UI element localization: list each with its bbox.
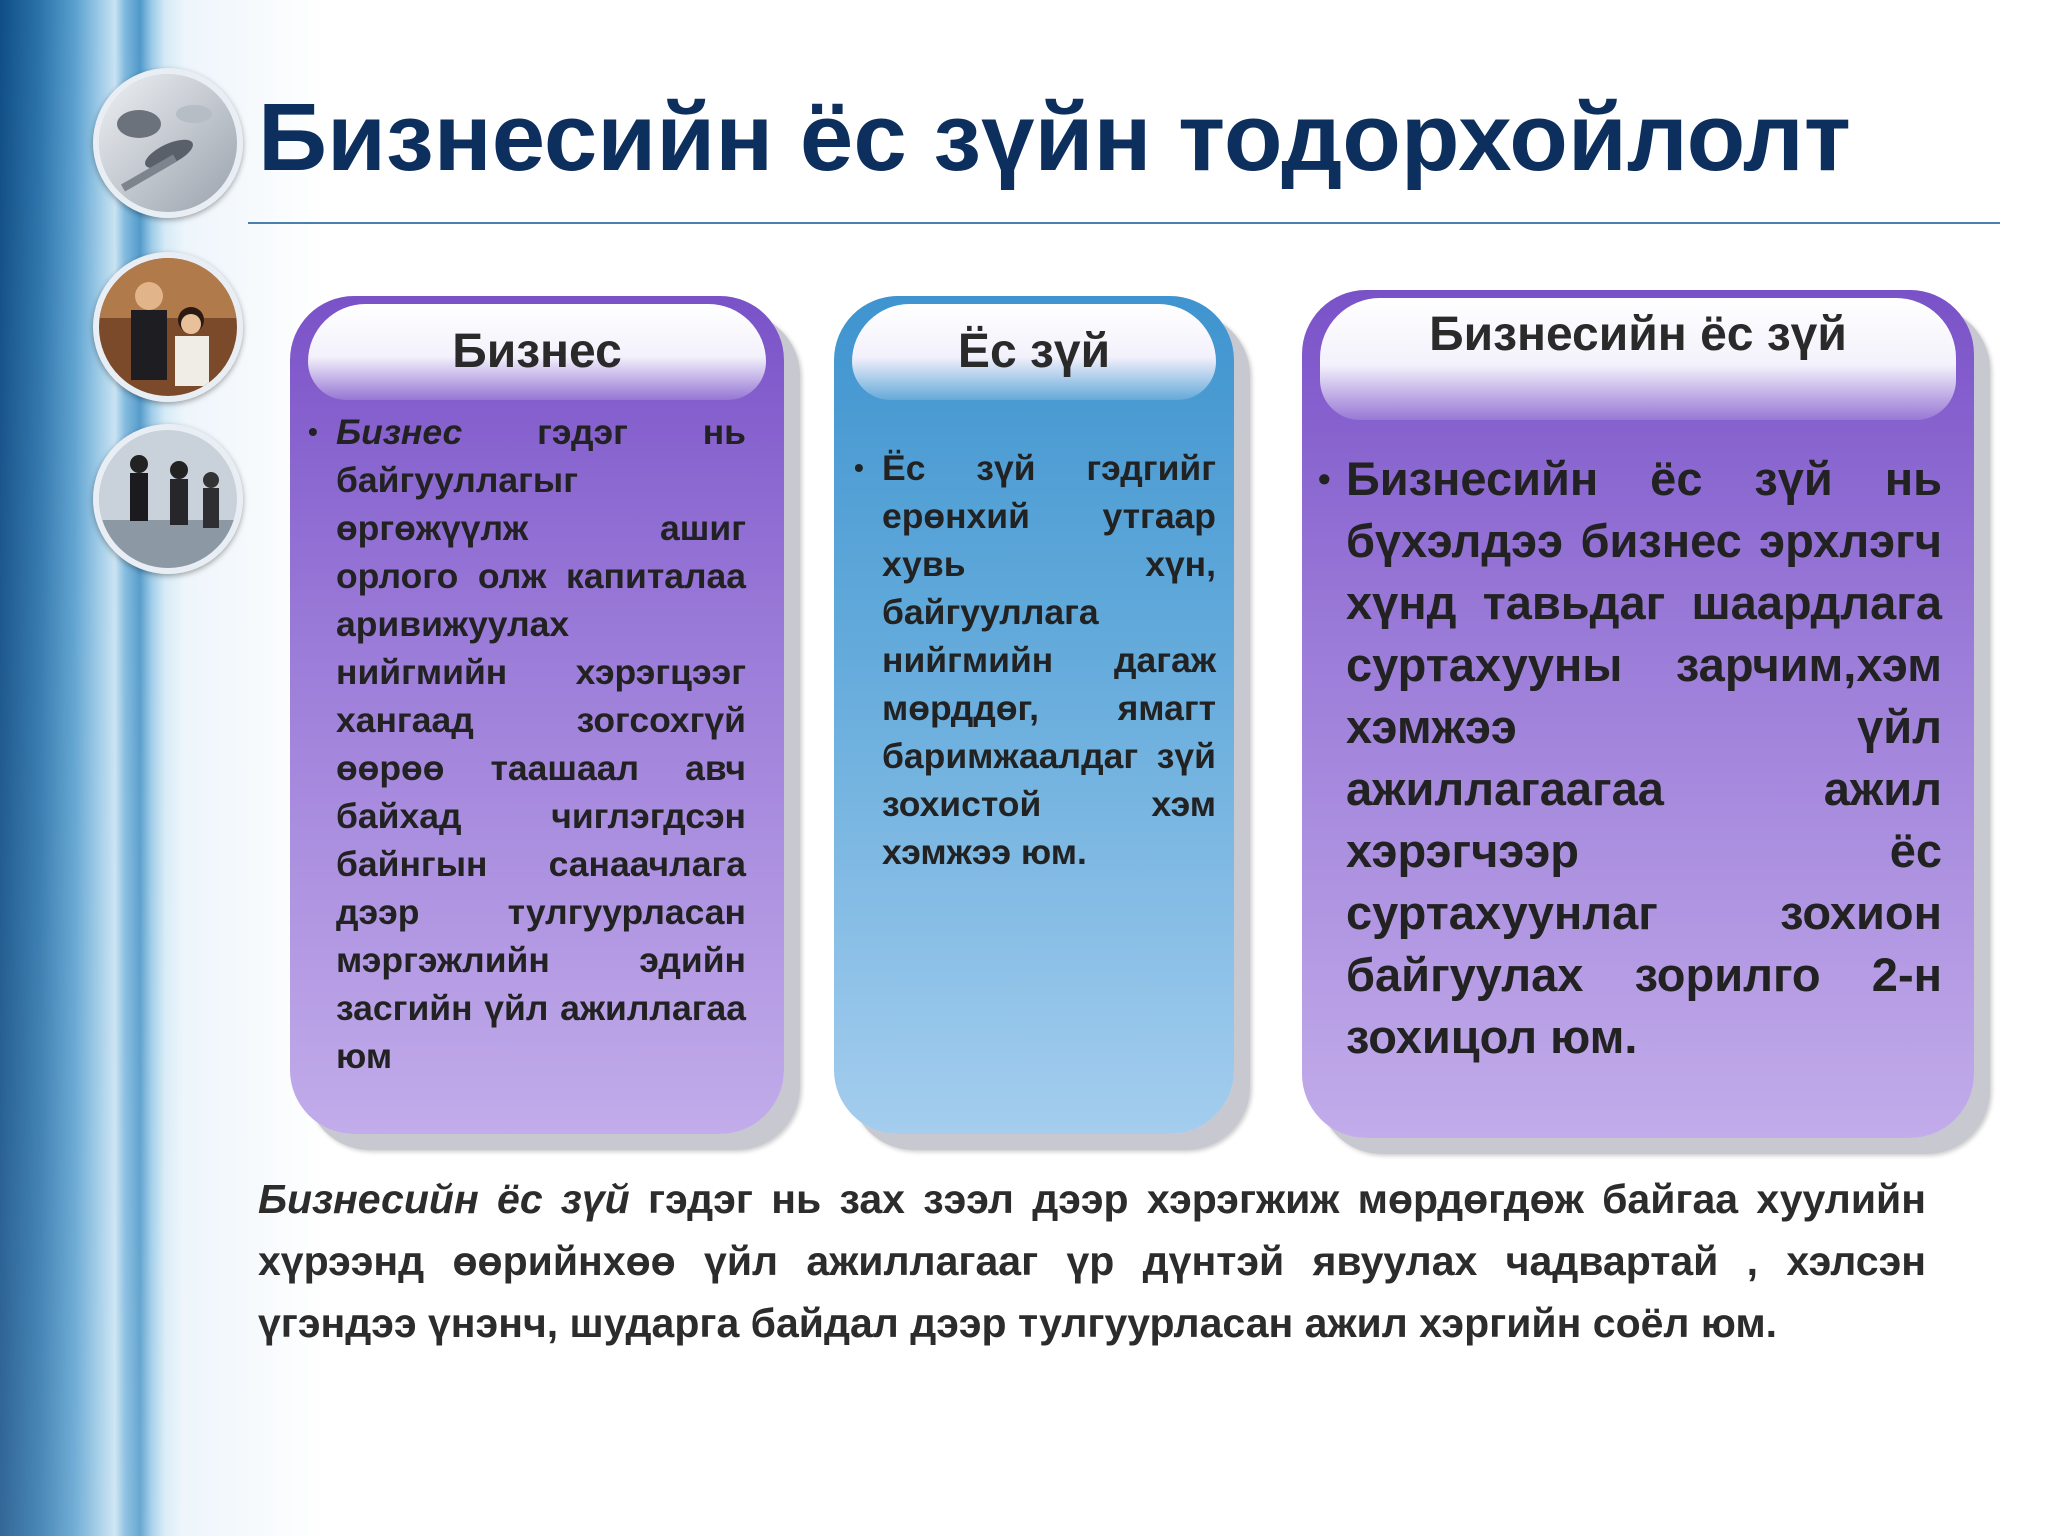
card-business-text: гэдэг нь байгууллагыг өргөжүүлж ашиг орлого олж капиталаа аривижуулах нийгмийн хэрэгцээг хангаад зогсохгүй өөрөө таашаал авч байхад чиглэгдсэн байнгын санаачлага дээр тулгуурласан мэргэжлийн эдийн засгийн үйл ажиллагаа юм [336, 412, 746, 1076]
card-ethics [834, 296, 1234, 1134]
card-business-ethics-heading: Бизнесийн ёс зүй [1320, 298, 1956, 420]
card-ethics-heading: Ёс зүй [852, 304, 1216, 400]
decorative-stripes [0, 0, 186, 1536]
definition-text: гэдэг нь зах зээл дээр хэрэгжиж мөрдөгдөж байгаа хуулийн хүрээнд өөрийнхөө үйл ажиллагааг үр дүнтэй явуулах чадвартай , хэлсэн үгэндээ үнэнч, шударга байдал дээр тулгуурласан ажил хэргийн соёл юм. [258, 1176, 1926, 1346]
title-divider [248, 222, 2000, 224]
business-people-photo [93, 252, 243, 402]
card-business-ethics-text: Бизнесийн ёс зүй нь бүхэлдээ бизнес эрхлэгч хүнд тавьдаг шаардлага суртахууны зарчим,хэм хэмжээ үйл ажиллагаагаа ажил хэрэгчээр ёс суртахуунлаг зохион байгуулах зорилго 2-н зохицол юм. [1346, 452, 1942, 1063]
finance-photo [93, 68, 243, 218]
bullet-icon: • [308, 416, 318, 447]
card-business-ethics [1302, 290, 1974, 1138]
card-business-body [308, 408, 746, 1080]
definition-lead: Бизнесийн ёс зүй [258, 1176, 630, 1222]
card-business-lead: Бизнес [336, 412, 463, 452]
bullet-icon: • [854, 452, 864, 483]
bullet-icon: • [1318, 458, 1331, 499]
definition-paragraph [258, 1168, 1926, 1354]
card-ethics-text: Ёс зүй гэдгийг ерөнхий утгаар хувь хүн, байгууллага нийгмийн дагаж мөрддөг, ямагт баримжаалдаг зүй зохистой хэм хэмжээ юм. [882, 448, 1216, 872]
card-business-ethics-body [1318, 448, 1942, 1068]
card-business [290, 296, 784, 1134]
slide-title: Бизнесийн ёс зүйн тодорхойлолт [258, 84, 1851, 191]
card-ethics-body [854, 444, 1216, 876]
card-business-heading: Бизнес [308, 304, 766, 400]
walking-people-photo [93, 424, 243, 574]
